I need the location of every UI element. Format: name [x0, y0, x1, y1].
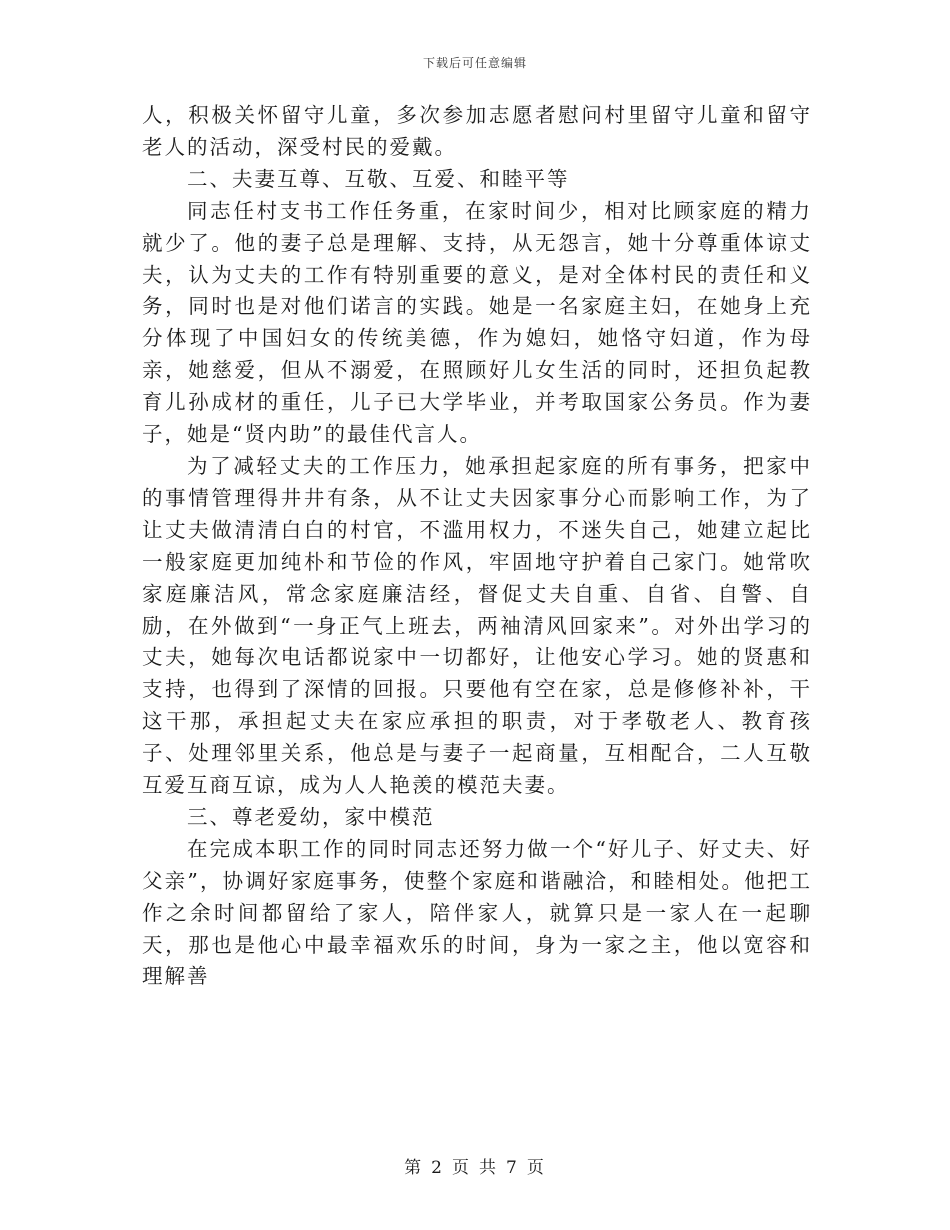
footer-label-page: 第	[404, 1158, 424, 1178]
page-header: 下载后可任意编辑	[422, 56, 527, 70]
footer-label-unit2: 页	[526, 1158, 546, 1178]
paragraph-household: 为了减轻丈夫的工作压力，她承担起家庭的所有事务，把家中的事情管理得井井有条，从不让丈夫因家事分心而影响工作，为了让丈夫做清清白白的村官，不滥用权力，不迷失自己，她建立起比一般家庭更加纯朴和节俭的作风，牢固地守护着自己家门。她常吹家庭廉洁风，常念家庭廉洁经，督促丈夫自重、自省、自警、自励，在外做到“一身正气上班去，两袖清风回家来”。对外出学习的丈夫，她每次电话都说家中一切都好，让他安心学习。她的贤惠和支持，也得到了深情的回报。只要他有空在家，总是修修补补，干这干那，承担起丈夫在家应承担的职责，对于孝敬老人、教育孩子、处理邻里关系，他总是与妻子一起商量，互相配合，二人互敬互爱互商互谅，成为人人艳羡的模范夫妻。	[142, 453, 812, 798]
section-heading-3: 三、尊老爱幼，家中模范	[187, 804, 435, 829]
paragraph-wife-support: 同志任村支书工作任务重，在家时间少，相对比顾家庭的精力就少了。他的妻子总是理解、支持，从无怨言，她十分尊重体谅丈夫，认为丈夫的工作有特别重要的意义，是对全体村民的责任和义务，同时也是对他们诺言的实践。她是一名家庭主妇，在她身上充分体现了中国妇女的传统美德，作为媳妇，她恪守妇道，作为母亲，她慈爱，但从不溺爱，在照顾好儿女生活的同时，还担负起教育儿孙成材的重任，儿子已大学毕业，并考取国家公务员。作为妻子，她是“贤内助”的最佳代言人。	[142, 198, 812, 447]
footer-total-pages: 7	[506, 1158, 519, 1178]
document-body	[142, 100, 812, 993]
page-footer	[0, 1153, 950, 1178]
footer-current-page: 2	[431, 1158, 444, 1178]
paragraph-continuation: 人，积极关怀留守儿童，多次参加志愿者慰问村里留守儿童和留守老人的活动，深受村民的爱戴。	[142, 103, 812, 159]
section-heading-2: 二、夫妻互尊、互敬、互爱、和睦平等	[187, 166, 570, 191]
footer-label-total: 共	[479, 1158, 498, 1178]
footer-label-unit: 页	[452, 1158, 471, 1178]
paragraph-family-role: 在完成本职工作的同时同志还努力做一个“好儿子、好丈夫、好父亲”，协调好家庭事务，使整个家庭和谐融洽，和睦相处。他把工作之余时间都留给了家人，陪伴家人，就算只是一家人在一起聊天，那也是他心中最幸福欢乐的时间，身为一家之主，他以宽容和理解善	[142, 836, 812, 989]
